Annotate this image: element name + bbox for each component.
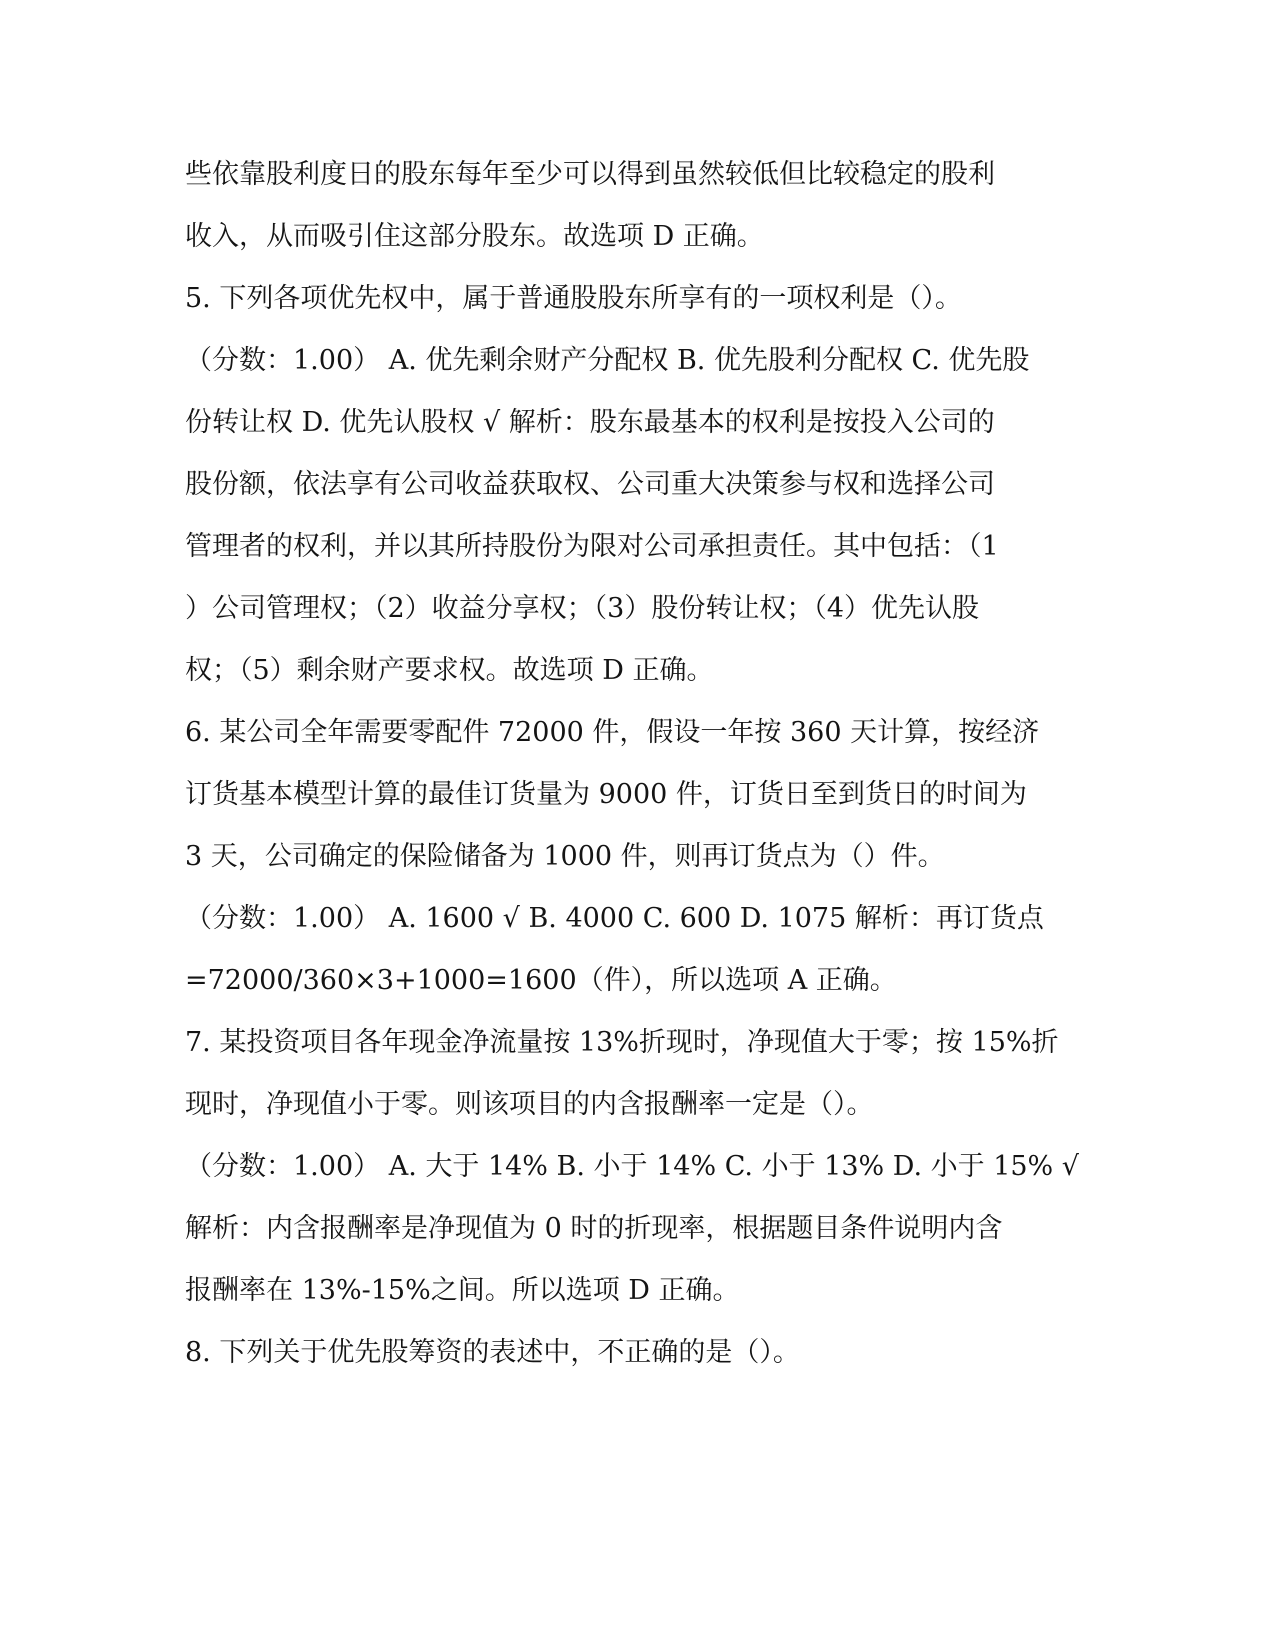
question-6-stem: 6. 某公司全年需要零配件 72000 件，假设一年按 360 天计算，按经济 [185, 717, 1040, 748]
question-5-stem: 5. 下列各项优先权中，属于普通股股东所享有的一项权利是（）。 [185, 283, 962, 314]
text-line: 订货基本模型计算的最佳订货量为 9000 件，订货日至到货日的时间为 [185, 779, 1027, 810]
text-line: 权；（5）剩余财产要求权。故选项 D 正确。 [185, 655, 714, 686]
question-7-options: （分数：1.00） A. 大于 14% B. 小于 14% C. 小于 13% D. 小于 15% √ [185, 1151, 1079, 1182]
text-line: =72000/360×3+1000=1600（件），所以选项 A 正确。 [185, 965, 897, 996]
text-line: 股份额，依法享有公司收益获取权、公司重大决策参与权和选择公司 [185, 469, 995, 500]
text-line: 份转让权 D. 优先认股权 √ 解析：股东最基本的权利是按投入公司的 [185, 407, 995, 438]
question-5-options: （分数：1.00） A. 优先剩余财产分配权 B. 优先股利分配权 C. 优先股 [185, 345, 1030, 376]
question-6-options: （分数：1.00） A. 1600 √ B. 4000 C. 600 D. 1075 解析：再订货点 [185, 903, 1044, 934]
text-line: 收入，从而吸引住这部分股东。故选项 D 正确。 [185, 221, 764, 252]
document-page [185, 144, 1079, 1384]
text-line: 管理者的权利，并以其所持股份为限对公司承担责任。其中包括：（1 [185, 531, 999, 562]
text-line: ）公司管理权；（2）收益分享权；（3）股份转让权；（4）优先认股 [185, 593, 980, 624]
text-line: 解析：内含报酬率是净现值为 0 时的折现率，根据题目条件说明内含 [185, 1213, 1003, 1244]
text-line: 现时，净现值小于零。则该项目的内含报酬率一定是（）。 [185, 1089, 874, 1120]
text-line: 3 天，公司确定的保险储备为 1000 件，则再订货点为（）件。 [185, 841, 945, 872]
text-line: 些依靠股利度日的股东每年至少可以得到虽然较低但比较稳定的股利 [185, 159, 995, 190]
text-line: 报酬率在 13%-15%之间。所以选项 D 正确。 [185, 1275, 740, 1306]
question-7-stem: 7. 某投资项目各年现金净流量按 13%折现时，净现值大于零；按 15%折 [185, 1027, 1059, 1058]
question-8-stem: 8. 下列关于优先股筹资的表述中，不正确的是（）。 [185, 1337, 800, 1368]
